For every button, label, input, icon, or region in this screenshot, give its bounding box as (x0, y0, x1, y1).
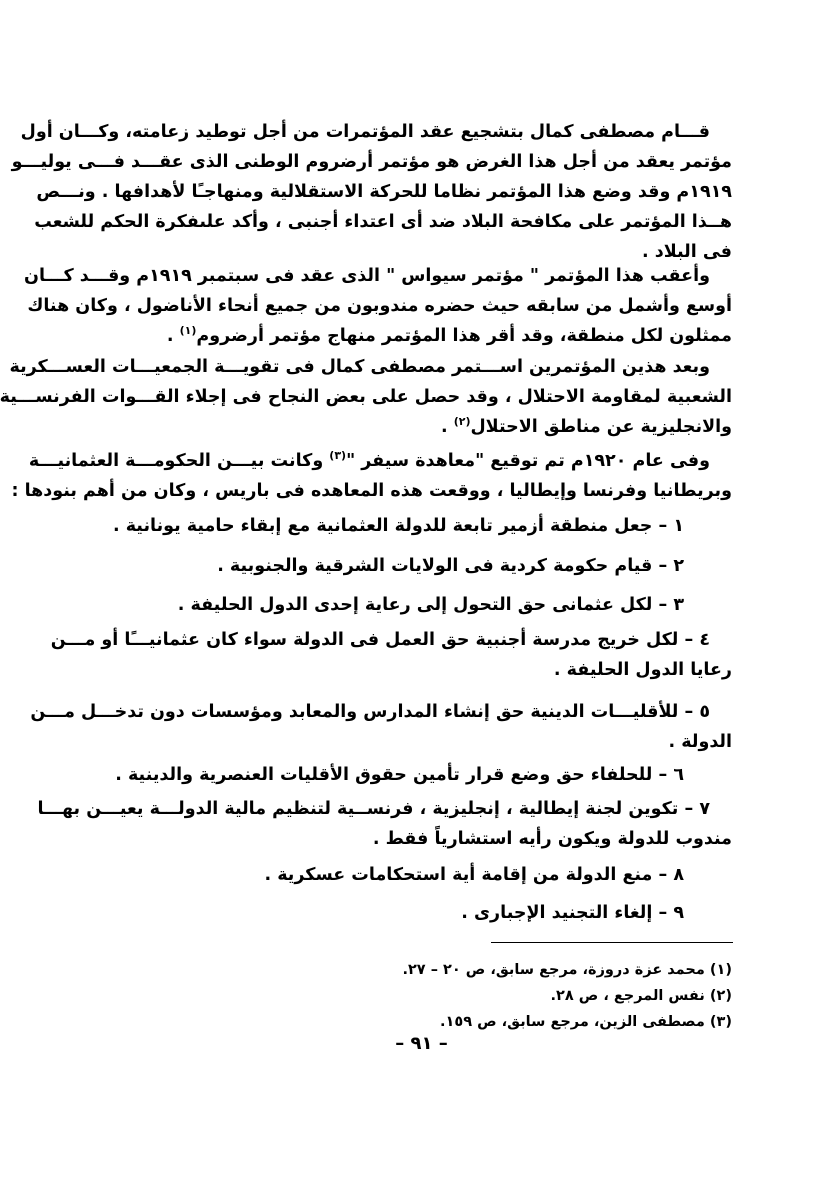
list-item-4-line-1: ٤ – لكل خريج مدرسة أجنبية حق العمل فى الدولة سواء كان عثمانيـــًا أو مـــن (50, 630, 710, 650)
list-item-2: ٢ – قيام حكومة كردية فى الولايات الشرقية والجنوبية . (217, 556, 684, 576)
paragraph-1-line-2: مؤتمر يعقد من أجل هذا الغرض هو مؤتمر أرضروم الوطنى الذى عقـــد فـــى يوليـــو (11, 152, 732, 172)
list-item-5-line-1: ٥ – للأقليـــات الدينية حق إنشاء المدارس والمعابد ومؤسسات دون تدخـــل مـــن (30, 702, 710, 722)
footnote-separator (491, 942, 733, 943)
paragraph-2-line-1: وأعقب هذا المؤتمر " مؤتمر سيواس " الذى عقد فى سبتمبر ١٩١٩م وقـــد كـــان (24, 266, 710, 286)
page-number: – ٩١ – (395, 1033, 448, 1054)
paragraph-2-line-3 (97, 321, 732, 351)
paragraph-1-line-4: هــذا المؤتمر على مكافحة البلاد ضد أى اعتداء أجنبى ، وأكد علىفكرة الحكم للشعب (34, 212, 732, 232)
paragraph-3-line-3 (97, 412, 732, 442)
paragraph-3-line-1: وبعد هذين المؤتمرين اســـتمر مصطفى كمال فى تقويـــة الجمعيـــات العســـكرية (9, 357, 710, 377)
list-item-3: ٣ – لكل عثمانى حق التحول إلى رعاية إحدى الدول الحليفة . (177, 595, 684, 615)
footnote-1: (١) محمد عزة دروزة، مرجع سابق، ص ٢٠ – ٢٧. (402, 962, 732, 978)
list-item-6: ٦ – للحلفاء حق وضع قرار تأمين حقوق الأقليات العنصرية والدينية . (115, 765, 684, 785)
footnote-ref-2: (٢) (453, 415, 471, 429)
list-item-7-line-1: ٧ – تكوين لجنة إيطالية ، إنجليزية ، فرنســية لتنظيم مالية الدولـــة يعيـــن بهـــا (37, 799, 710, 819)
paragraph-4-line-2: وبريطانيا وفرنسا وإيطاليا ، ووقعت هذه المعاهده فى باريس ، وكان من أهم بنودها : (11, 481, 732, 501)
paragraph-1-line-1: قـــام مصطفى كمال بتشجيع عقد المؤتمرات من أجل توطيد زعامته، وكـــان أول (20, 122, 710, 142)
paragraph-1-line-3: ١٩١٩م وقد وضع هذا المؤتمر نظاما للحركة الاستقلالية ومنهاجـًا لأهدافها . ونـــص (36, 182, 732, 202)
paragraph-2-line-3-end: . (166, 326, 180, 346)
paragraph-3-line-3-end: . (440, 417, 454, 437)
paragraph-4-line-1 (28, 446, 732, 476)
list-item-4-line-2: رعايا الدول الحليفة . (553, 660, 732, 680)
paragraph-1-line-5: فى البلاد . (642, 242, 732, 262)
footnote-ref-1: (١) (179, 324, 197, 338)
paragraph-3-line-3-text: والانجليزية عن مناطق الاحتلال (470, 417, 732, 437)
list-item-9: ٩ – إلغاء التجنيد الإجبارى . (461, 903, 684, 923)
footnote-3: (٣) مصطفى الزين، مرجع سابق، ص ١٥٩. (439, 1014, 732, 1030)
footnote-2: (٢) نفس المرجع ، ص ٢٨. (550, 988, 732, 1004)
footnote-ref-3: (٣) (329, 449, 347, 463)
paragraph-4-line-1-a: وفى عام ١٩٢٠م تم توقيع "معاهدة سيفر " (346, 451, 710, 471)
list-item-5-line-2: الدولة . (668, 732, 732, 752)
paragraph-4-line-1-b: وكانت بيـــن الحكومـــة العثمانيـــة (28, 451, 330, 471)
paragraph-2-line-3-text: ممثلون لكل منطقة، وقد أقر هذا المؤتمر منهاج مؤتمر أرضروم (196, 326, 732, 346)
list-item-8: ٨ – منع الدولة من إقامة أية استحكامات عسكرية . (264, 865, 684, 885)
list-item-1: ١ – جعل منطقة أزمير تابعة للدولة العثمانية مع إبقاء حامية يونانية . (112, 516, 684, 536)
list-item-7-line-2: مندوب للدولة ويكون رأيه استشارياً فقط . (372, 829, 732, 849)
paragraph-3-line-2: الشعبية لمقاومة الاحتلال ، وقد حصل على بعض النجاح فى إجلاء القـــوات الفرنســـية (0, 387, 732, 407)
paragraph-2-line-2: أوسع وأشمل من سابقه حيث حضره مندوبون من جميع أنحاء الأناضول ، وكان هناك (27, 296, 732, 316)
